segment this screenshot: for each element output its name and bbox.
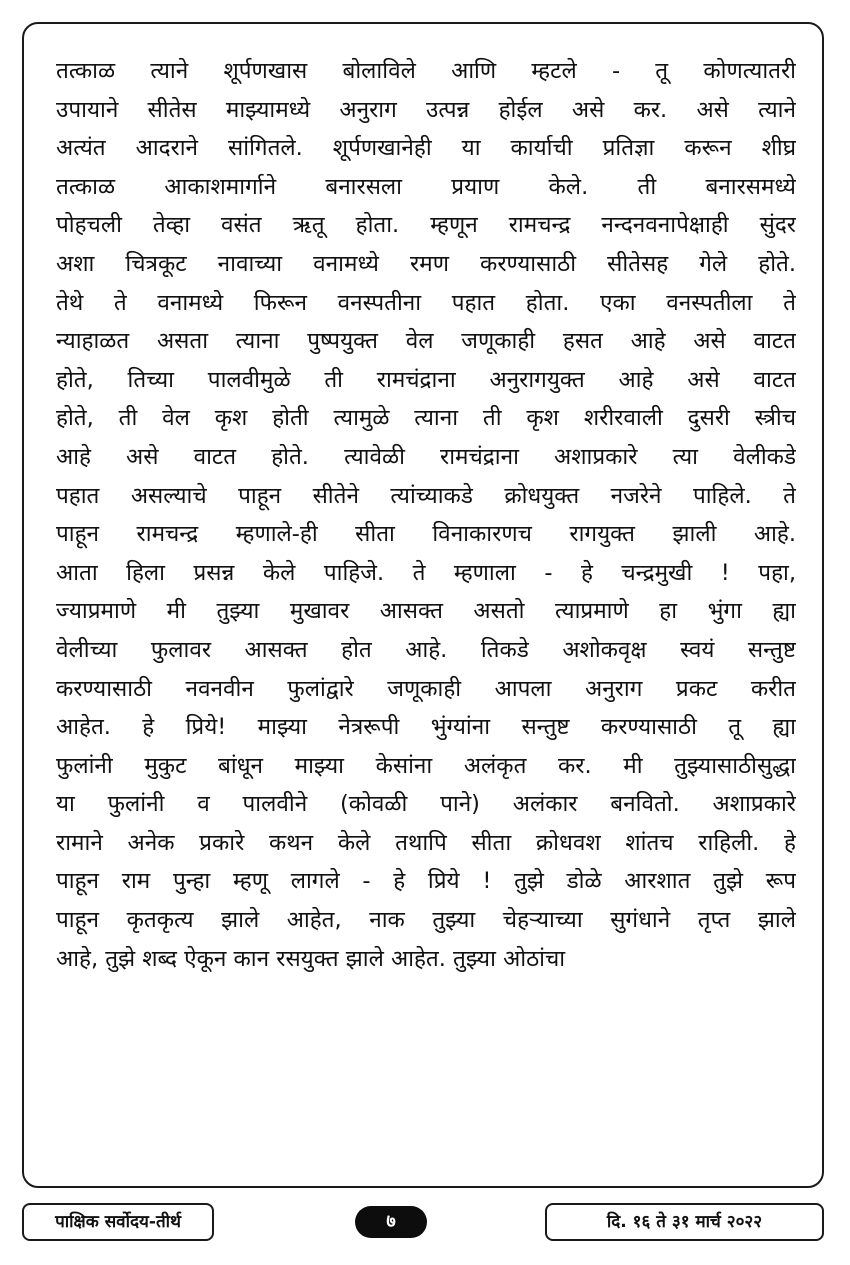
text-line: ज्याप्रमाणे मी तुझ्या मुखावर आसक्त असतो त्याप्रमाणे हा भुंगा ह्या bbox=[56, 598, 796, 625]
text-line: करण्यासाठी नवनवीन फुलांद्वारे जणूकाही आपला अनुराग प्रकट करीत bbox=[56, 675, 796, 702]
text-line: तत्काळ त्याने शूर्पणखास बोलाविले आणि म्हटले - तू कोणत्यातरी bbox=[56, 58, 796, 84]
body-text bbox=[56, 52, 796, 978]
text-line: आता हिला प्रसन्न केले पाहिजे. ते म्हणाला - हे चन्द्रमुखी ! पहा, bbox=[56, 559, 796, 586]
text-line: वेलीच्या फुलावर आसक्त होत आहे. तिकडे अशोकवृक्ष स्वयं सन्तुष्ट bbox=[56, 636, 796, 663]
text-line: न्याहाळत असता त्याना पुष्पयुक्त वेल जणूकाही हसत आहे असे वाटत bbox=[56, 328, 796, 355]
text-line: या फुलांनी व पालवीने (कोवळी पाने) अलंकार बनवितो. अशाप्रकारे bbox=[56, 791, 796, 818]
text-line: होते, ती वेल कृश होती त्यामुळे त्याना ती कृश शरीरवाली दुसरी स्त्रीच bbox=[56, 405, 796, 432]
page-number: ७ bbox=[355, 1206, 427, 1238]
text-line: फुलांनी मुकुट बांधून माझ्या केसांना अलंकृत कर. मी तुझ्यासाठीसुद्धा bbox=[56, 752, 796, 779]
text-line: रामाने अनेक प्रकारे कथन केले तथापि सीता क्रोधवश शांतच राहिली. हे bbox=[56, 829, 796, 856]
text-line: पहात असल्याचे पाहून सीतेने त्यांच्याकडे क्रोधयुक्त नजरेने पाहिले. ते bbox=[56, 482, 796, 509]
publication-name: पाक्षिक सर्वोदय-तीर्थ bbox=[22, 1203, 214, 1241]
text-line: पाहून रामचन्द्र म्हणाले-ही सीता विनाकारणच रागयुक्त झाली आहे. bbox=[56, 521, 796, 548]
text-line: होते, तिच्या पालवीमुळे ती रामचंद्राना अनुरागयुक्त आहे असे वाटत bbox=[56, 366, 796, 393]
text-line: पाहून राम पुन्हा म्हणू लागले - हे प्रिये ! तुझे डोळे आरशात तुझे रूप bbox=[56, 868, 796, 895]
text-line: तत्काळ आकाशमार्गाने बनारसला प्रयाण केले. ती बनारसमध्ये bbox=[56, 173, 796, 200]
text-line: उपायाने सीतेस माझ्यामध्ये अनुराग उत्पन्न होईल असे कर. असे त्याने bbox=[56, 96, 796, 123]
text-line: तेथे ते वनामध्ये फिरून वनस्पतीना पहात होता. एका वनस्पतीला ते bbox=[56, 289, 796, 316]
text-line: अशा चित्रकूट नावाच्या वनामध्ये रमण करण्यासाठी सीतेसह गेले होते. bbox=[56, 250, 796, 277]
text-line: आहे, तुझे शब्द ऐकून कान रसयुक्त झाले आहेत. तुझ्या ओठांचा bbox=[56, 945, 566, 972]
issue-date: दि. १६ ते ३१ मार्च २०२२ bbox=[545, 1203, 824, 1241]
text-line: आहे असे वाटत होते. त्यावेळी रामचंद्राना अशाप्रकारे त्या वेलीकडे bbox=[56, 443, 796, 470]
text-line: आहेत. हे प्रिये! माझ्या नेत्ररूपी भुंग्यांना सन्तुष्ट करण्यासाठी तू ह्या bbox=[56, 714, 796, 741]
text-line: पोहचली तेव्हा वसंत ऋतू होता. म्हणून रामचन्द्र नन्दनवनापेक्षाही सुंदर bbox=[56, 212, 796, 239]
text-line: अत्यंत आदराने सांगितले. शूर्पणखानेही या कार्याची प्रतिज्ञा करून शीघ्र bbox=[56, 135, 796, 162]
text-line: पाहून कृतकृत्य झाले आहेत, नाक तुझ्या चेहऱ्याच्या सुगंधाने तृप्त झाले bbox=[56, 907, 796, 934]
